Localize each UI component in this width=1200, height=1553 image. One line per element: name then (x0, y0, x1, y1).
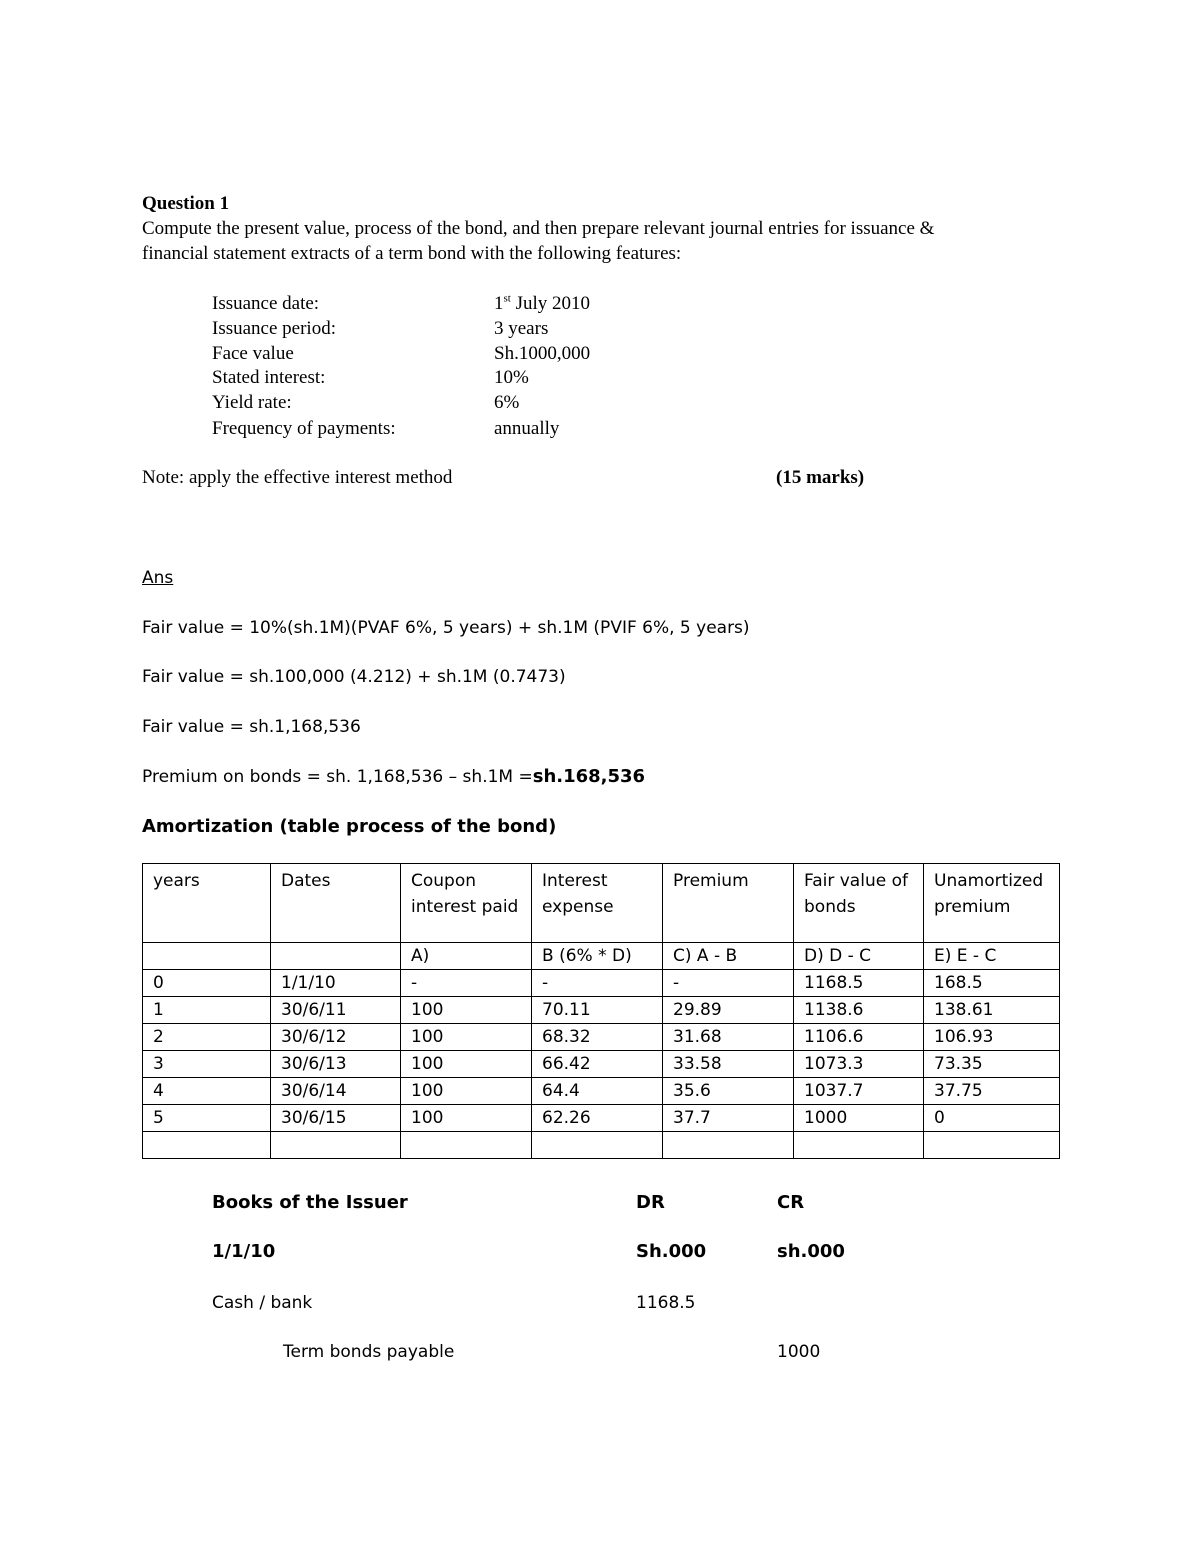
table-cell: 73.35 (924, 1051, 1060, 1078)
table-cell: 5 (143, 1105, 271, 1132)
table-cell (143, 1132, 271, 1159)
header-cell: Coupon interest paid (401, 864, 532, 943)
subheader-cell (271, 943, 401, 970)
table-cell: 1106.6 (794, 1024, 924, 1051)
table-row (143, 970, 1060, 997)
question-marks: (15 marks) (776, 467, 865, 488)
header-cell: Interest expense (532, 864, 663, 943)
table-cell: 1 (143, 997, 271, 1024)
fair-value-substitution: Fair value = sh.100,000 (4.212) + sh.1M (0.7473) (142, 667, 566, 687)
table-cell: 64.4 (532, 1078, 663, 1105)
journal-dr-header: DR (636, 1192, 665, 1213)
table-cell: 62.26 (532, 1105, 663, 1132)
table-cell: 100 (401, 1105, 532, 1132)
table-subheader-row (143, 943, 1060, 970)
journal-cr-header: CR (777, 1192, 805, 1213)
table-cell: 4 (143, 1078, 271, 1105)
table-cell: 106.93 (924, 1024, 1060, 1051)
subheader-cell: A) (401, 943, 532, 970)
feature-value-stated-interest: 10% (494, 367, 529, 388)
header-cell: Fair value of bonds (794, 864, 924, 943)
subheader-cell: E) E - C (924, 943, 1060, 970)
table-cell: 3 (143, 1051, 271, 1078)
table-cell: 1/1/10 (271, 970, 401, 997)
answer-heading: Ans (142, 568, 174, 588)
feature-value-yield-rate: 6% (494, 392, 520, 413)
table-cell: 66.42 (532, 1051, 663, 1078)
journal-entry-bonds-account: Term bonds payable (283, 1342, 455, 1362)
journal-entry-cash-account: Cash / bank (212, 1293, 313, 1313)
fair-value-result: Fair value = sh.1,168,536 (142, 717, 361, 737)
question-line-2: financial statement extracts of a term bond with the following features: (142, 243, 682, 264)
table-cell: - (401, 970, 532, 997)
journal-title: Books of the Issuer (212, 1192, 408, 1213)
fair-value-formula: Fair value = 10%(sh.1M)(PVAF 6%, 5 years) + sh.1M (PVIF 6%, 5 years) (142, 618, 750, 638)
table-cell (401, 1132, 532, 1159)
table-cell: 30/6/11 (271, 997, 401, 1024)
feature-label-frequency: Frequency of payments: (212, 418, 396, 439)
subheader-cell: C) A - B (663, 943, 794, 970)
table-cell: 31.68 (663, 1024, 794, 1051)
journal-dr-unit: Sh.000 (636, 1241, 707, 1262)
table-cell: 1168.5 (794, 970, 924, 997)
journal-entry-cash-dr: 1168.5 (636, 1293, 696, 1313)
table-cell: 68.32 (532, 1024, 663, 1051)
table-cell: 35.6 (663, 1078, 794, 1105)
table-row (143, 1051, 1060, 1078)
subheader-cell: B (6% * D) (532, 943, 663, 970)
feature-value-frequency: annually (494, 418, 560, 439)
amortization-table (142, 863, 1060, 1159)
table-cell (794, 1132, 924, 1159)
table-row (143, 997, 1060, 1024)
table-cell: 100 (401, 1024, 532, 1051)
table-cell (532, 1132, 663, 1159)
table-cell: 33.58 (663, 1051, 794, 1078)
feature-value-face-value: Sh.1000,000 (494, 343, 591, 364)
header-cell: years (143, 864, 271, 943)
feature-label-issuance-period: Issuance period: (212, 318, 336, 339)
question-line-1: Compute the present value, process of the bond, and then prepare relevant journal entries for issuance & (142, 218, 935, 239)
table-cell: 138.61 (924, 997, 1060, 1024)
subheader-cell (143, 943, 271, 970)
table-cell: 70.11 (532, 997, 663, 1024)
header-cell: Unamortized premium (924, 864, 1060, 943)
premium-on-bonds: Premium on bonds = sh. 1,168,536 – sh.1M =sh.168,536 (142, 766, 646, 787)
table-cell: 1073.3 (794, 1051, 924, 1078)
feature-label-stated-interest: Stated interest: (212, 367, 326, 388)
feature-label-face-value: Face value (212, 343, 294, 364)
table-cell: 100 (401, 1051, 532, 1078)
table-cell: 1000 (794, 1105, 924, 1132)
table-cell: - (663, 970, 794, 997)
table-row (143, 1132, 1060, 1159)
table-cell: 30/6/15 (271, 1105, 401, 1132)
table-cell: 1037.7 (794, 1078, 924, 1105)
amortization-table-title: Amortization (table process of the bond) (142, 816, 557, 837)
table-cell: 29.89 (663, 997, 794, 1024)
feature-label-issuance-date: Issuance date: (212, 293, 320, 314)
question-title: Question 1 (142, 193, 230, 214)
table-cell: 100 (401, 1078, 532, 1105)
table-row (143, 1078, 1060, 1105)
table-cell (271, 1132, 401, 1159)
table-cell: 1138.6 (794, 997, 924, 1024)
table-cell (663, 1132, 794, 1159)
journal-date: 1/1/10 (212, 1241, 276, 1262)
journal-entry-bonds-cr: 1000 (777, 1342, 821, 1362)
table-row (143, 1024, 1060, 1051)
table-cell (924, 1132, 1060, 1159)
table-cell: 30/6/13 (271, 1051, 401, 1078)
table-cell: 2 (143, 1024, 271, 1051)
feature-value-issuance-period: 3 years (494, 318, 549, 339)
header-cell: Premium (663, 864, 794, 943)
subheader-cell: D) D - C (794, 943, 924, 970)
feature-value-issuance-date: 1st July 2010 (494, 292, 591, 314)
journal-cr-unit: sh.000 (777, 1241, 845, 1262)
feature-label-yield-rate: Yield rate: (212, 392, 292, 413)
table-row (143, 1105, 1060, 1132)
table-cell: 30/6/12 (271, 1024, 401, 1051)
table-cell: 30/6/14 (271, 1078, 401, 1105)
table-cell: 0 (143, 970, 271, 997)
header-cell: Dates (271, 864, 401, 943)
table-header-row (143, 864, 1060, 943)
table-cell: - (532, 970, 663, 997)
question-note: Note: apply the effective interest method (142, 467, 453, 488)
table-cell: 0 (924, 1105, 1060, 1132)
table-cell: 100 (401, 997, 532, 1024)
table-cell: 168.5 (924, 970, 1060, 997)
table-cell: 37.75 (924, 1078, 1060, 1105)
table-cell: 37.7 (663, 1105, 794, 1132)
